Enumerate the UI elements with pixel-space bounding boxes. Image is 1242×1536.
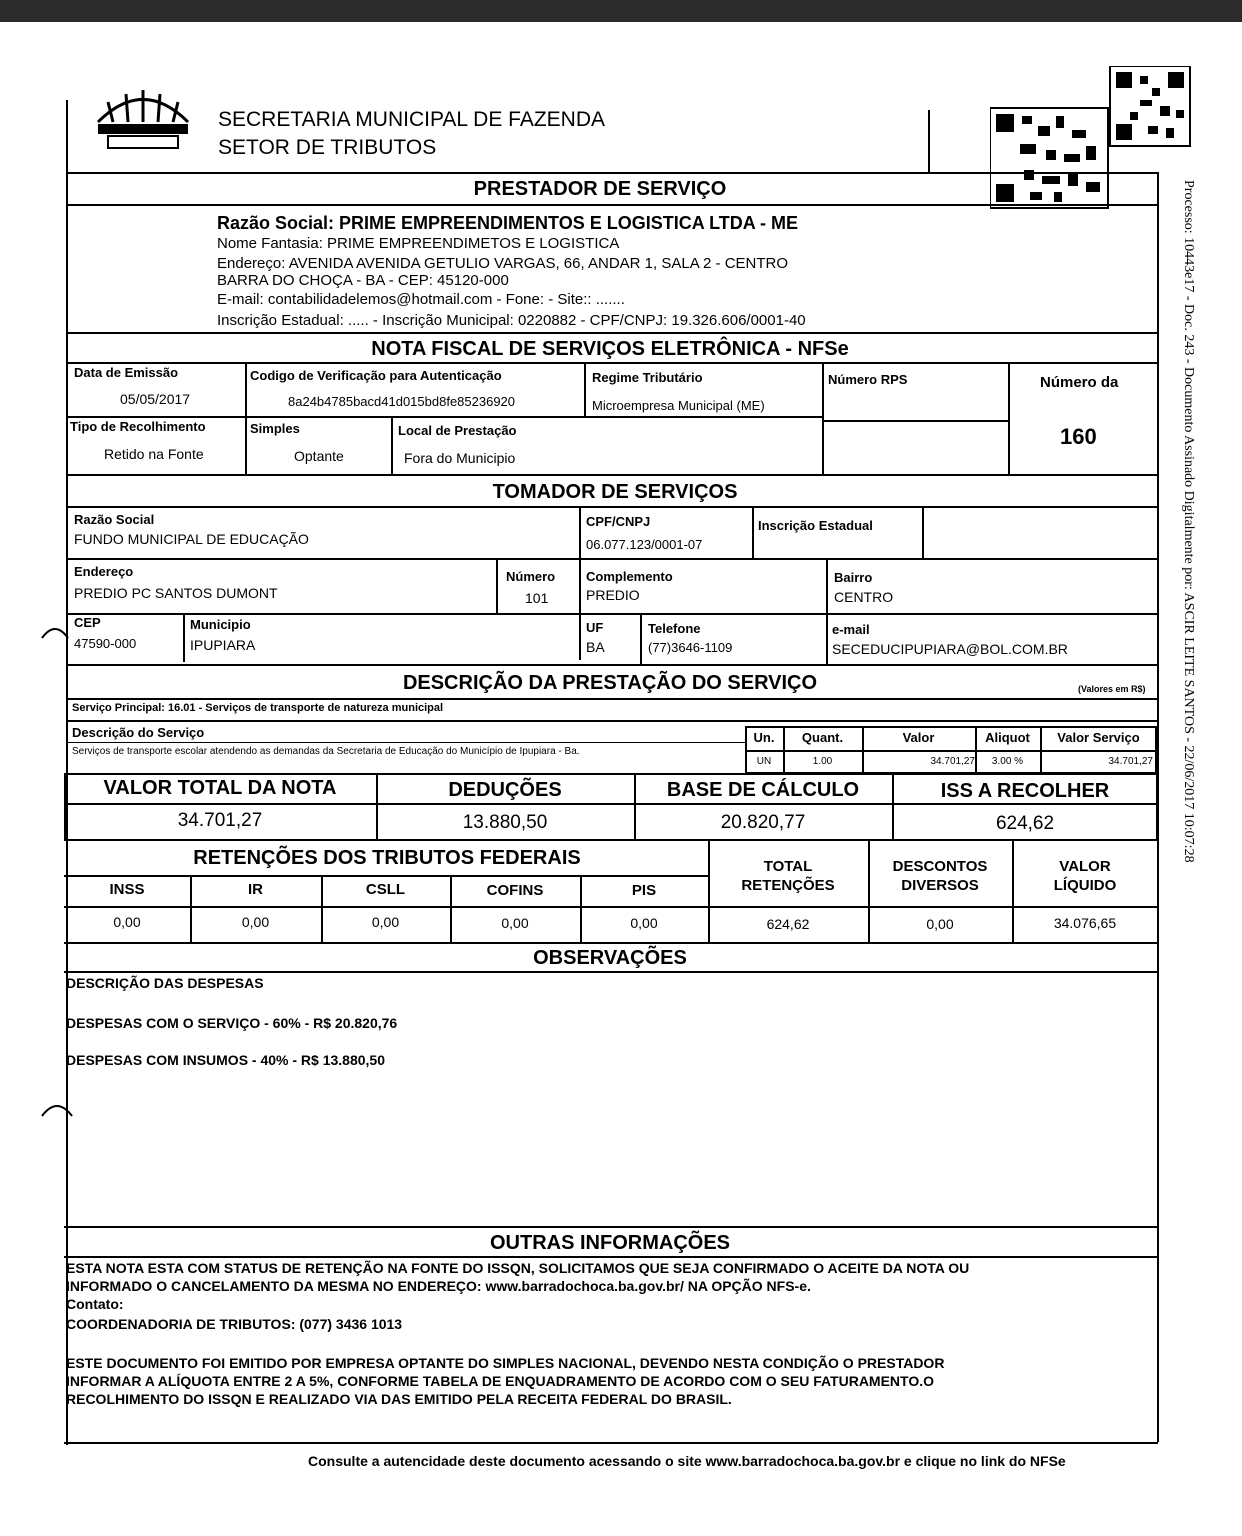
obs-line-3: DESPESAS COM INSUMOS - 40% - R$ 13.880,50	[66, 1052, 385, 1068]
side-stamp-text: Processo: 10443e17 - Doc. 243 - Documento Assinado Digitalmente por: ASCIR LEITE SANTOS - 22/06/2017 10:07:28	[1181, 180, 1196, 863]
tomador-email-value: SECEDUCIPUPIARA@BOL.COM.BR	[832, 641, 1068, 657]
valor-total-value: 34.701,27	[177, 810, 263, 831]
obs-line-1: DESCRIÇÃO DAS DESPESAS	[66, 975, 264, 991]
descontos-label-1: DESCONTOS	[892, 858, 988, 875]
tomador-municipio-value: IPUPIARA	[190, 637, 256, 653]
outras-title: OUTRAS INFORMAÇÕES	[490, 1232, 730, 1254]
cofins-label: COFINS	[486, 882, 544, 899]
frame-header-divider	[928, 110, 930, 172]
outras-line-4: COORDENADORIA DE TRIBUTOS: (077) 3436 1013	[66, 1316, 403, 1332]
descontos-label-2: DIVERSOS	[901, 877, 979, 894]
valor-total-label: VALOR TOTAL DA NOTA	[103, 777, 337, 799]
tomador-ie-label: Inscrição Estadual	[758, 518, 873, 533]
outras-line-2: INFORMADO O CANCELAMENTO DA MESMA NO ENDEREÇO: www.barradochoca.ba.gov.br/ NA OPÇÃO NFS-e.	[66, 1278, 811, 1294]
tomador-uf-value: BA	[586, 639, 605, 655]
divider	[822, 362, 824, 474]
tomador-telefone-label: Telefone	[648, 621, 701, 636]
tomador-complemento-value: PREDIO	[586, 587, 640, 603]
divider	[579, 506, 581, 660]
numero-nota-value: 160	[1060, 424, 1097, 449]
header-secretaria: SECRETARIA MUNICIPAL DE FAZENDA	[218, 108, 606, 131]
observacoes-title: OBSERVAÇÕES	[533, 947, 687, 969]
side-digital-signature-stamp	[1180, 180, 1196, 980]
total-retencoes-value: 624,62	[766, 916, 810, 932]
tipo-recolhimento-label: Tipo de Recolhimento	[70, 419, 206, 434]
prestador-razao: Razão Social: PRIME EMPREENDIMENTOS E LOGISTICA LTDA - ME	[217, 213, 799, 233]
prestador-title: PRESTADOR DE SERVIÇO	[473, 178, 727, 200]
divider	[66, 416, 823, 418]
deducoes-label: DEDUÇÕES	[448, 779, 562, 801]
regime-label: Regime Tributário	[592, 370, 703, 385]
prestador-endereco: Endereço: AVENIDA AVENIDA GETULIO VARGAS, 66, ANDAR 1, SALA 2 - CENTRO	[217, 255, 789, 272]
divider	[66, 172, 1158, 174]
regime-value: Microempresa Municipal (ME)	[592, 398, 765, 413]
col-quant-header: Quant.	[801, 730, 844, 745]
footer-consulte: Consulte a autencidade deste documento acessando o site www.barradochoca.ba.gov.br e clique no link do NFSe	[308, 1453, 1066, 1469]
col-aliquot-header: Aliquot	[985, 730, 1030, 745]
divider	[752, 508, 754, 560]
divider	[64, 875, 710, 877]
tomador-telefone-value: (77)3646-1109	[648, 640, 733, 655]
tomador-cnpj-label: CPF/CNPJ	[586, 514, 651, 529]
divider	[64, 803, 1158, 805]
tomador-bairro-label: Bairro	[834, 570, 873, 585]
servico-quant: 1.00	[812, 756, 833, 767]
divider	[1008, 362, 1010, 474]
data-emissao-value: 05/05/2017	[120, 391, 191, 407]
valor-liquido-label-1: VALOR	[1059, 858, 1111, 875]
valores-note: (Valores em R$)	[1078, 684, 1146, 694]
prestador-inscricao: Inscrição Estadual: ..... - Inscrição Municipal: 0220882 - CPF/CNPJ: 19.326.606/0001-40	[217, 312, 806, 329]
divider	[66, 558, 1158, 560]
tomador-cnpj-value: 06.077.123/0001-07	[586, 537, 703, 552]
codigo-verificacao-value: 8a24b4785bacd41d015bd8fe85236920	[288, 394, 516, 409]
simples-value: Optante	[294, 448, 344, 464]
col-valor-servico-header: Valor Serviço	[1057, 730, 1140, 745]
divider	[66, 698, 1158, 700]
divider	[584, 362, 586, 417]
servico-valor: 34.701,27	[930, 756, 975, 767]
divider	[64, 1226, 1158, 1228]
hole-punch-mark-icon	[40, 620, 70, 640]
divider	[496, 560, 498, 614]
numero-nota-label: Número da	[1040, 374, 1119, 391]
valor-liquido-label-2: LÍQUIDO	[1053, 877, 1117, 894]
iss-recolher-label: ISS A RECOLHER	[940, 780, 1110, 802]
pis-label: PIS	[631, 882, 657, 899]
inss-value: 0,00	[113, 914, 141, 930]
iss-recolher-value: 624,62	[995, 813, 1055, 834]
divider	[640, 614, 642, 664]
window-top-bar	[0, 0, 1242, 22]
cofins-value: 0,00	[501, 915, 529, 931]
tomador-title: TOMADOR DE SERVIÇOS	[492, 481, 738, 503]
base-calculo-value: 20.820,77	[720, 812, 806, 833]
tomador-razao-value: FUNDO MUNICIPAL DE EDUCAÇÃO	[74, 531, 309, 547]
outras-line-5: ESTE DOCUMENTO FOI EMITIDO POR EMPRESA OPTANTE DO SIMPLES NACIONAL, DEVENDO NESTA CONDIÇÃO O PRESTADOR	[66, 1355, 945, 1371]
total-retencoes-label-1: TOTAL	[763, 858, 813, 875]
divider	[66, 664, 1158, 666]
col-valor-header: Valor	[902, 730, 935, 745]
tomador-uf-label: UF	[586, 620, 604, 635]
qr-code-icon	[990, 66, 1200, 211]
descricao-servico-value: Serviços de transporte escolar atendendo as demandas da Secretaria de Educação do Município de Ipupiara - Ba.	[72, 746, 580, 757]
ir-value: 0,00	[241, 914, 270, 930]
csll-label: CSLL	[365, 881, 406, 898]
tomador-cep-label: CEP	[74, 615, 101, 630]
local-prestacao-value: Fora do Municipio	[404, 450, 516, 466]
valor-liquido-value: 34.076,65	[1053, 915, 1117, 931]
obs-line-2: DESPESAS COM O SERVIÇO - 60% - R$ 20.820,76	[66, 1015, 398, 1031]
simples-label: Simples	[250, 421, 300, 436]
local-prestacao-label: Local de Prestação	[398, 423, 517, 438]
retencoes-title: RETENÇÕES DOS TRIBUTOS FEDERAIS	[193, 847, 581, 869]
tomador-municipio-label: Municipio	[190, 617, 251, 632]
divider	[66, 506, 1158, 508]
divider	[822, 420, 1009, 422]
numero-rps-label: Número RPS	[828, 372, 908, 387]
servico-principal: Serviço Principal: 16.01 - Serviços de transporte de natureza municipal	[72, 702, 444, 714]
divider	[245, 362, 247, 474]
divider	[66, 474, 1158, 476]
base-calculo-label: BASE DE CÁLCULO	[666, 779, 860, 801]
municipal-crest-logo	[88, 82, 198, 156]
divider	[826, 560, 828, 664]
total-retencoes-label-2: RETENÇÕES	[741, 877, 835, 894]
tomador-email-label: e-mail	[832, 622, 870, 637]
descontos-value: 0,00	[926, 916, 954, 932]
divider	[391, 417, 393, 474]
hole-punch-mark-icon	[40, 1096, 74, 1118]
divider	[66, 362, 1158, 364]
ir-label: IR	[248, 881, 263, 898]
divider	[64, 1256, 1158, 1258]
tipo-recolhimento-value: Retido na Fonte	[104, 446, 204, 462]
prestador-fantasia: Nome Fantasia: PRIME EMPREENDIMETOS E LOGISTICA	[217, 235, 620, 252]
servico-un: UN	[756, 756, 772, 767]
divider	[66, 332, 1158, 334]
col-un-header: Un.	[753, 730, 775, 745]
divider	[66, 613, 1158, 615]
outras-line-7: RECOLHIMENTO DO ISSQN E REALIZADO VIA DAS EMITIDO PELA RECEITA FEDERAL DO BRASIL.	[66, 1391, 732, 1407]
divider	[183, 614, 185, 662]
header-setor: SETOR DE TRIBUTOS	[218, 136, 437, 159]
divider	[66, 204, 1158, 206]
tomador-numero-label: Número	[506, 569, 556, 584]
divider	[66, 742, 746, 743]
tomador-complemento-label: Complemento	[586, 569, 673, 584]
tomador-bairro-value: CENTRO	[834, 589, 894, 605]
divider	[64, 971, 1158, 973]
servico-valor-total: 34.701,27	[1108, 756, 1153, 767]
codigo-verificacao-label: Codigo de Verificação para Autenticação	[250, 368, 502, 383]
tomador-numero-value: 101	[525, 590, 549, 606]
inss-label: INSS	[109, 881, 145, 898]
prestador-email: E-mail: contabilidadelemos@hotmail.com - Fone: - Site:: .......	[217, 291, 625, 308]
csll-value: 0,00	[371, 914, 400, 930]
tomador-endereco-value: PREDIO PC SANTOS DUMONT	[74, 585, 278, 601]
divider	[745, 750, 1157, 752]
prestador-cidade: BARRA DO CHOÇA - BA - CEP: 45120-000	[217, 272, 509, 289]
nota-title: NOTA FISCAL DE SERVIÇOS ELETRÔNICA - NFSe	[371, 338, 849, 360]
divider	[64, 942, 1158, 944]
divider	[64, 906, 1158, 908]
divider	[64, 1442, 1158, 1444]
outras-line-6: INFORMAR A ALÍQUOTA ENTRE 2 A 5%, CONFORME TABELA DE ENQUADRAMENTO DE ACORDO COM O SEU FATURAMENTO.O	[66, 1373, 935, 1389]
outras-line-1: ESTA NOTA ESTA COM STATUS DE RETENÇÃO NA FONTE DO ISSQN, SOLICITAMOS QUE SEJA CONFIRMADO O ACEITE DA NOTA OU	[66, 1260, 970, 1276]
tomador-endereco-label: Endereço	[74, 564, 134, 579]
deducoes-value: 13.880,50	[462, 812, 548, 833]
tomador-razao-label: Razão Social	[74, 512, 155, 527]
outras-line-3: Contato:	[66, 1296, 124, 1312]
divider	[922, 508, 924, 560]
descricao-servico-label: Descrição do Serviço	[72, 725, 205, 740]
descricao-title: DESCRIÇÃO DA PRESTAÇÃO DO SERVIÇO	[402, 672, 818, 694]
servico-aliquot: 3.00 %	[991, 756, 1024, 767]
divider	[66, 720, 1158, 722]
pis-value: 0,00	[630, 915, 658, 931]
data-emissao-label: Data de Emissão	[74, 365, 179, 380]
tomador-cep-value: 47590-000	[74, 636, 137, 651]
